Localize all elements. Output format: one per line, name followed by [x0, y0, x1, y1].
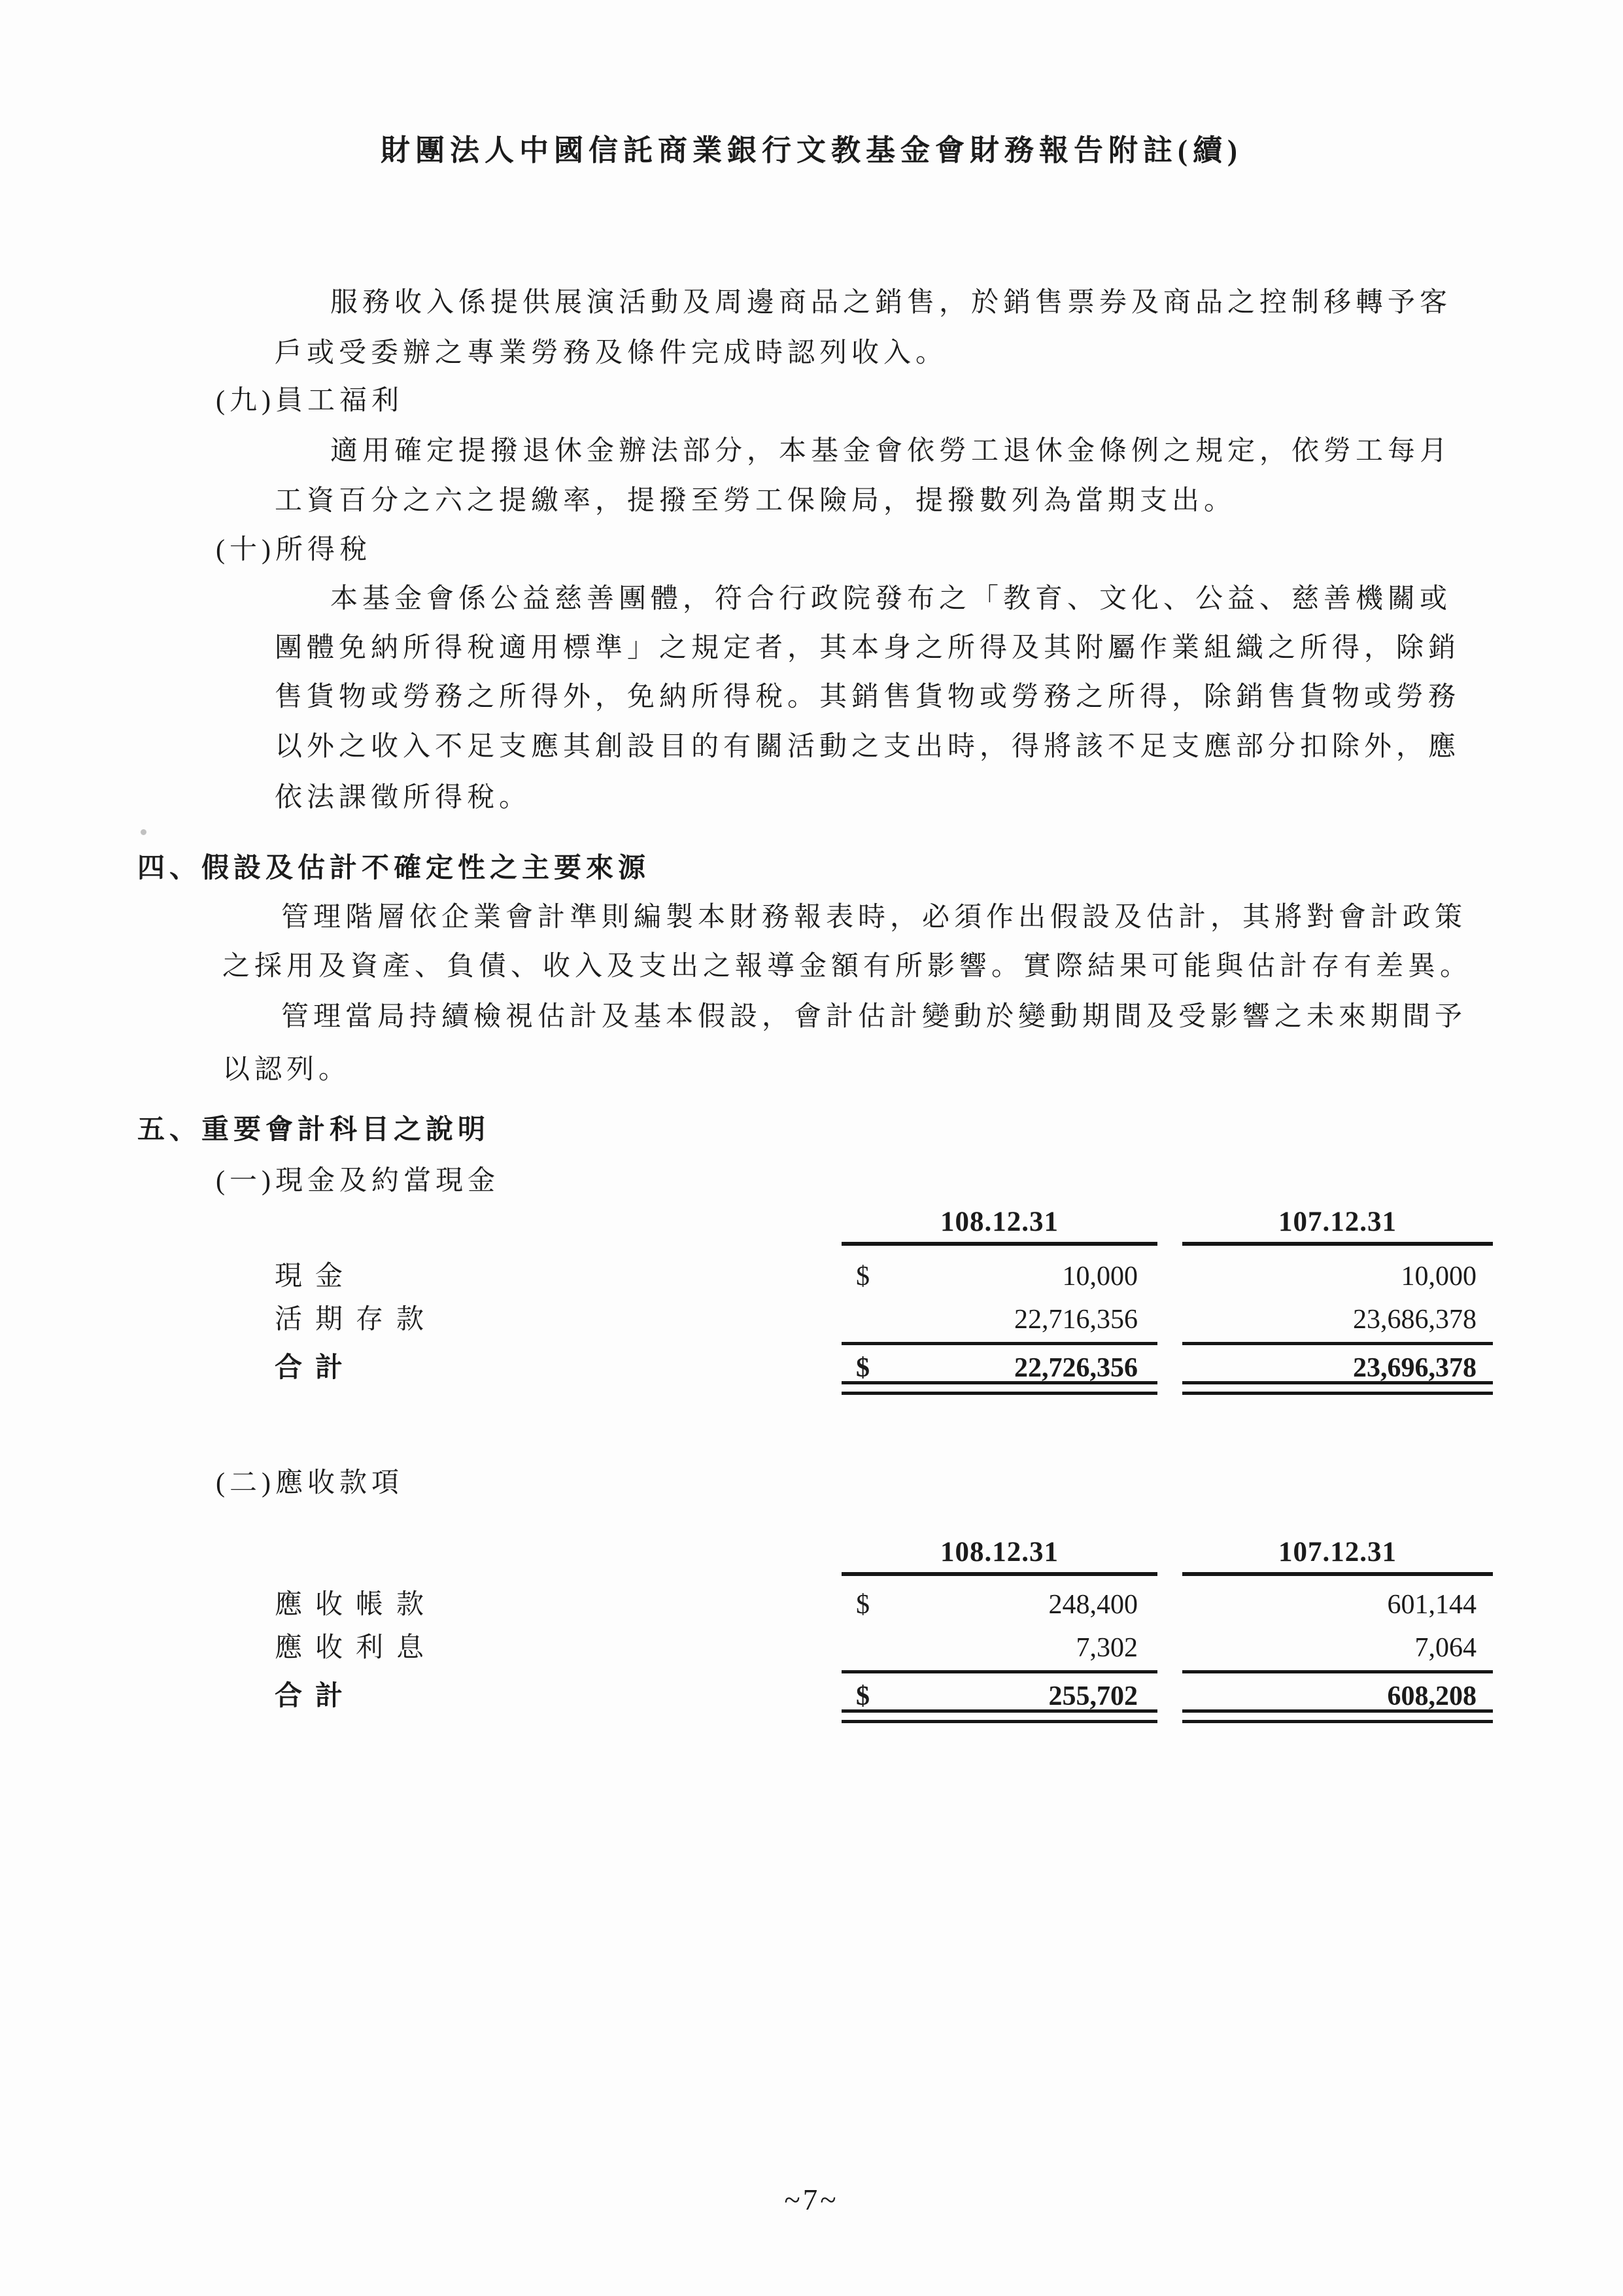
row-label: 應收帳款 — [275, 1590, 437, 1620]
row-label: 合計 — [275, 1353, 356, 1383]
amount-cell — [842, 1254, 1157, 1299]
subitem-label-cash: (一)現金及約當現金 — [216, 1166, 500, 1196]
table-header-col2: 107.12.31 — [1182, 1535, 1493, 1576]
body-line: 管理當局持續檢視估計及基本假設，會計估計變動於變動期間及受影響之未來期間予 — [281, 1002, 1467, 1032]
amount-cell — [1182, 1626, 1493, 1673]
page-number: ~7~ — [784, 2184, 839, 2216]
amount-value: 608,208 — [1387, 1681, 1477, 1711]
subitem-label-9: (九)員工福利 — [216, 386, 403, 416]
double-rule — [842, 1381, 1157, 1395]
row-label: 應收利息 — [275, 1633, 437, 1663]
section-heading-4: 四、假設及估計不確定性之主要來源 — [137, 853, 651, 883]
currency-symbol: $ — [856, 1681, 870, 1711]
body-line: 之採用及資產、負債、收入及支出之報導金額有所影響。實際結果可能與估計存有差異。 — [222, 951, 1473, 982]
double-rule — [1182, 1709, 1493, 1723]
table-row — [0, 1583, 1623, 1627]
body-line: 以外之收入不足支應其創設目的有關活動之支出時，得將該不足支應部分扣除外，應 — [275, 732, 1461, 762]
body-line: 管理階層依企業會計準則編製本財務報表時，必須作出假設及估計，其將對會計政策 — [281, 902, 1467, 933]
row-label: 活期存款 — [275, 1305, 437, 1335]
row-label: 現金 — [275, 1261, 356, 1292]
amount-cell — [842, 1583, 1157, 1627]
amount-value: 23,696,378 — [1353, 1353, 1477, 1383]
amount-cell — [1182, 1254, 1493, 1299]
row-label: 合計 — [275, 1681, 356, 1711]
amount-value: 22,716,356 — [1014, 1305, 1138, 1335]
body-line: 戶或受委辦之專業勞務及條件完成時認列收入。 — [275, 338, 948, 368]
section-heading-5: 五、重要會計科目之說明 — [137, 1115, 490, 1145]
amount-cell — [1182, 1583, 1493, 1627]
body-line: 適用確定提撥退休金辦法部分，本基金會依勞工退休金條例之規定，依勞工每月 — [330, 436, 1452, 466]
scan-artifact — [141, 829, 146, 835]
amount-value: 248,400 — [1048, 1590, 1138, 1620]
amount-value: 22,726,356 — [1014, 1353, 1138, 1383]
amount-value: 10,000 — [1401, 1261, 1477, 1292]
table-header-col1: 108.12.31 — [842, 1535, 1157, 1576]
table-row — [0, 1626, 1623, 1670]
body-line: 本基金會係公益慈善團體，符合行政院發布之「教育、文化、公益、慈善機關或 — [330, 584, 1452, 614]
amount-value: 10,000 — [1062, 1261, 1138, 1292]
amount-cell — [842, 1297, 1157, 1345]
body-line: 以認列。 — [222, 1055, 351, 1085]
double-rule — [1182, 1381, 1493, 1395]
subitem-label-receivables: (二)應收款項 — [216, 1468, 403, 1498]
body-line: 服務收入係提供展演活動及周邊商品之銷售，於銷售票券及商品之控制移轉予客 — [330, 288, 1452, 318]
currency-symbol: $ — [856, 1590, 870, 1620]
page-title: 財團法人中國信託商業銀行文教基金會財務報告附註(續) — [381, 134, 1242, 167]
double-rule — [842, 1709, 1157, 1723]
body-line: 團體免納所得稅適用標準」之規定者，其本身之所得及其附屬作業組織之所得，除銷 — [275, 633, 1461, 663]
body-line: 工資百分之六之提繳率，提撥至勞工保險局，提撥數列為當期支出。 — [275, 486, 1237, 516]
amount-cell — [842, 1626, 1157, 1673]
subitem-label-10: (十)所得稅 — [216, 535, 371, 565]
amount-value: 601,144 — [1387, 1590, 1477, 1620]
currency-symbol: $ — [856, 1261, 870, 1292]
amount-value: 7,302 — [1076, 1633, 1138, 1663]
table-row — [0, 1254, 1623, 1299]
table-header-col2: 107.12.31 — [1182, 1205, 1493, 1246]
amount-cell — [1182, 1297, 1493, 1345]
body-line: 售貨物或勞務之所得外，免納所得稅。其銷售貨物或勞務之所得，除銷售貨物或勞務 — [275, 682, 1461, 712]
body-line: 依法課徵所得稅。 — [275, 783, 532, 813]
table-header-col1: 108.12.31 — [842, 1205, 1157, 1246]
amount-value: 23,686,378 — [1353, 1305, 1477, 1335]
amount-value: 7,064 — [1414, 1633, 1477, 1663]
amount-value: 255,702 — [1048, 1681, 1138, 1711]
currency-symbol: $ — [856, 1353, 870, 1383]
table-row — [0, 1297, 1623, 1342]
